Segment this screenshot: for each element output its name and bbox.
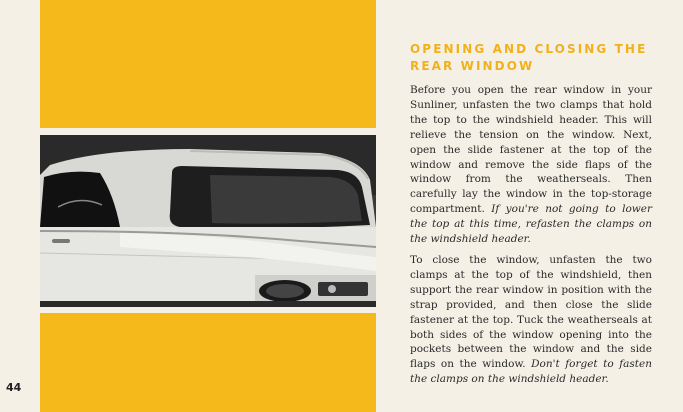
paragraph-opening-text: Before you open the rear window in your Sunliner, unfasten the two clamps that hold the top to the windshield header. This will relieve the tension on the window. Next, open the slide fastener at the top of the window and remove the side flaps of the window from the weatherseals. Then carefully lay the window in the top-storage compartment. xyxy=(410,84,652,216)
paragraph-closing-italic: Don't forget to fasten the clamps on the windshield header. xyxy=(410,358,653,386)
heading-line-1: OPENING AND CLOSING THE xyxy=(410,42,648,56)
yellow-color-block-top xyxy=(40,0,376,128)
yellow-color-block-bottom xyxy=(40,313,376,412)
convertible-car-photo xyxy=(40,135,376,307)
paragraph-opening-italic: If you're not going to lower the top at this time, refasten the clamps on the windshield header. xyxy=(410,203,652,246)
left-margin xyxy=(0,0,40,412)
car-rear-window-illustration xyxy=(40,135,376,307)
heading-line-2: REAR WINDOW xyxy=(410,59,535,73)
page-number: 44 xyxy=(6,381,22,394)
paragraph-closing-text: To close the window, unfasten the two clamps at the top of the windshield, then support the rear window in position with the strap provided, and then close the slide fastener at the top. Tuck the weatherseals at both sides of the window opening into the pockets between the window and the side flaps on the window. xyxy=(410,253,652,371)
text-column xyxy=(410,41,652,393)
section-heading xyxy=(410,41,652,75)
paragraph-closing xyxy=(410,253,652,387)
paragraph-opening xyxy=(410,83,652,247)
